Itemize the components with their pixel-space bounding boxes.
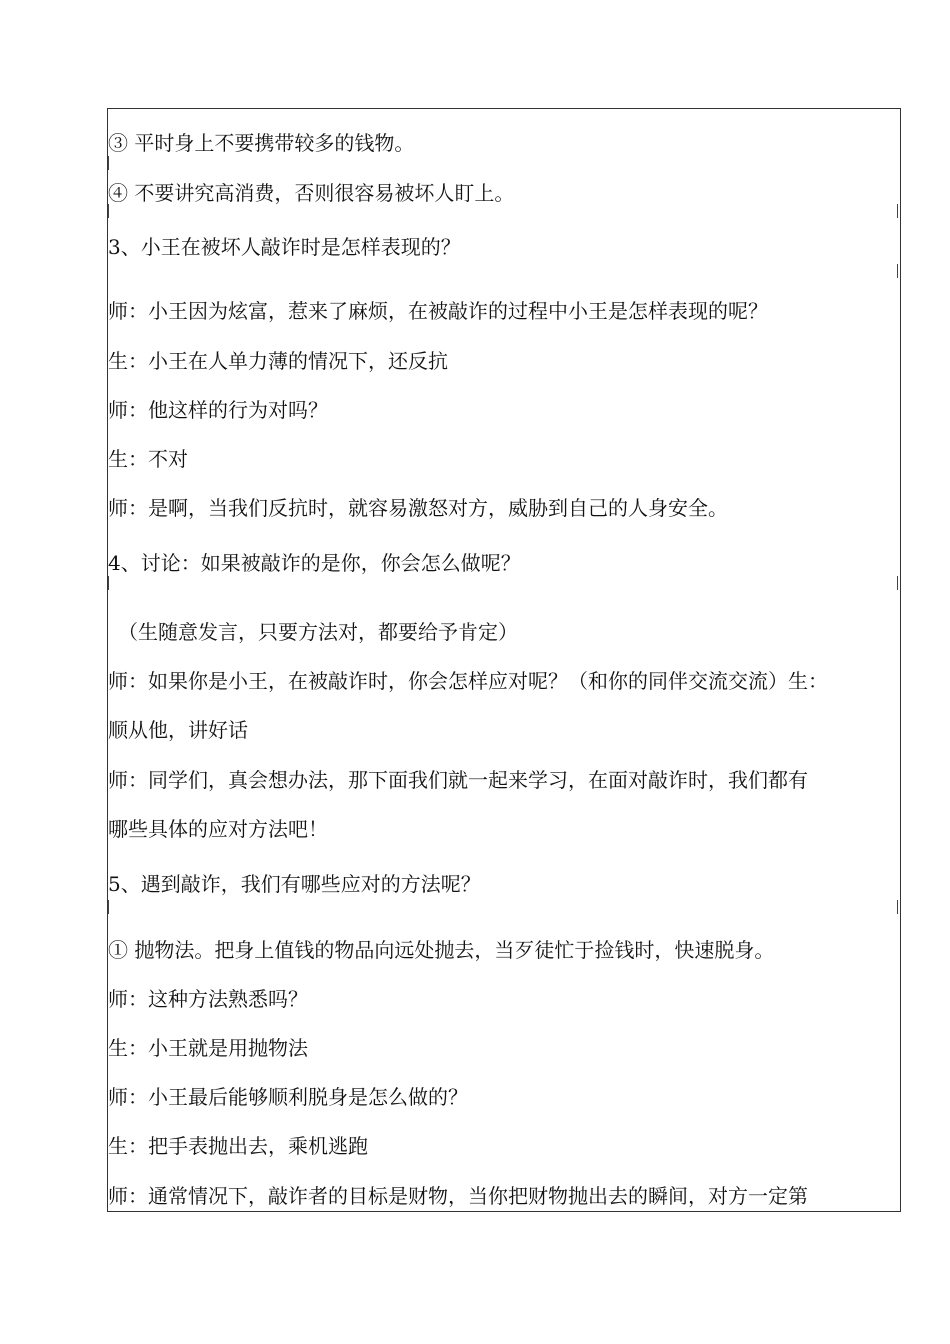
margin-tick — [897, 576, 898, 590]
text-line: 师：小王因为炫富，惹来了麻烦，在被敲诈的过程中小王是怎样表现的呢？ — [108, 299, 768, 323]
text-line: 师：是啊，当我们反抗时，就容易激怒对方，威胁到自己的人身安全。 — [108, 496, 728, 520]
text-line: 师：他这样的行为对吗？ — [108, 398, 328, 422]
section-heading: 5、遇到敲诈，我们有哪些应对的方法呢？ — [108, 872, 481, 896]
section-heading: 4、讨论：如果被敲诈的是你，你会怎么做呢？ — [108, 551, 521, 575]
text-line: 师：如果你是小王，在被敲诈时，你会怎样应对呢？（和你的同伴交流交流）生： — [108, 669, 828, 693]
text-line: ④ 不要讲究高消费，否则很容易被坏人盯上。 — [108, 181, 515, 205]
text-line: 顺从他，讲好话 — [108, 718, 248, 742]
margin-tick — [108, 900, 109, 914]
text-line: 哪些具体的应对方法吧！ — [108, 817, 328, 841]
text-line: 生：不对 — [108, 447, 188, 471]
margin-tick — [897, 900, 898, 914]
margin-tick — [108, 576, 109, 590]
text-line: 师：同学们，真会想办法，那下面我们就一起来学习，在面对敲诈时，我们都有 — [108, 768, 808, 792]
text-line: 生：小王就是用抛物法 — [108, 1036, 308, 1060]
text-line: ③ 平时身上不要携带较多的钱物。 — [108, 131, 415, 155]
text-line: 生：把手表抛出去，乘机逃跑 — [108, 1134, 368, 1158]
margin-tick — [897, 264, 898, 278]
text-line: 生：小王在人单力薄的情况下，还反抗 — [108, 349, 448, 373]
margin-tick — [108, 156, 109, 170]
text-line: 师：小王最后能够顺利脱身是怎么做的？ — [108, 1085, 468, 1109]
text-line: （生随意发言，只要方法对，都要给予肯定） — [118, 620, 518, 644]
text-line: 师：通常情况下，敲诈者的目标是财物，当你把财物抛出去的瞬间，对方一定第 — [108, 1184, 808, 1208]
text-line: ① 抛物法。把身上值钱的物品向远处抛去，当歹徒忙于捡钱时，快速脱身。 — [108, 938, 775, 962]
section-heading: 3、小王在被坏人敲诈时是怎样表现的？ — [108, 235, 461, 259]
text-line: 师：这种方法熟悉吗？ — [108, 987, 308, 1011]
